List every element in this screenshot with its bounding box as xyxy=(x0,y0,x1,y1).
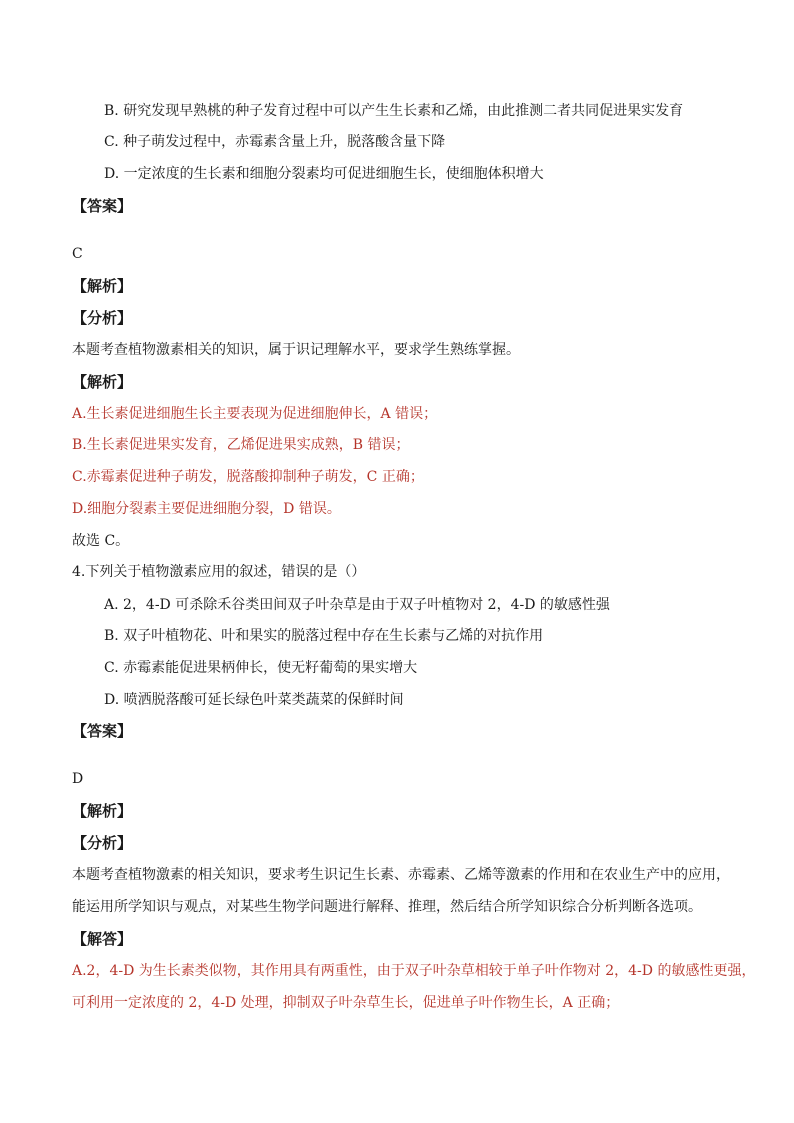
q4-fenxi-line: 本题考查植物激素的相关知识，要求考生识记生长素、赤霉素、乙烯等激素的作用和在农业生产中的应用， xyxy=(72,867,730,883)
q4-option-c: C. 赤霉素能促进果柄伸长，使无籽葡萄的果实增大 xyxy=(104,660,418,676)
q3-fenxi-text: 本题考查植物激素相关的知识，属于识记理解水平，要求学生熟练掌握。 xyxy=(72,342,520,358)
q3-analysis-tag: 【解析】 xyxy=(72,277,133,295)
q3-option-d: D. 一定浓度的生长素和细胞分裂素均可促进细胞生长，使细胞体积增大 xyxy=(104,166,544,182)
q4-option-b: B. 双子叶植物花、叶和果实的脱落过程中存在生长素与乙烯的对抗作用 xyxy=(104,628,544,644)
q3-fenxi-tag: 【分析】 xyxy=(72,309,133,327)
q3-option-b: B. 研究发现早熟桃的种子发育过程中可以产生生长素和乙烯，由此推测二者共同促进果实发育 xyxy=(104,103,684,119)
q4-answer-tag: 【答案】 xyxy=(72,722,133,740)
q3-jiexi-line: C.赤霉素促进种子萌发，脱落酸抑制种子萌发，C 正确； xyxy=(72,469,424,485)
q3-option-c: C. 种子萌发过程中，赤霉素含量上升，脱落酸含量下降 xyxy=(104,134,446,150)
q3-jiexi-line: A.生长素促进细胞生长主要表现为促进细胞伸长，A 错误； xyxy=(72,406,438,422)
q4-fenxi-line: 能运用所学知识与观点，对某些生物学问题进行解释、推理，然后结合所学知识综合分析判断各选项。 xyxy=(72,899,702,915)
q4-fenxi-tag: 【分析】 xyxy=(72,834,133,852)
q4-option-d: D. 喷洒脱落酸可延长绿色叶菜类蔬菜的保鲜时间 xyxy=(104,692,404,708)
q4-option-a: A. 2，4-D 可杀除禾谷类田间双子叶杂草是由于双子叶植物对 2，4-D 的敏感性强 xyxy=(104,597,610,613)
q4-stem: 4.下列关于植物激素应用的叙述，错误的是（） xyxy=(72,564,366,580)
q3-answer-tag: 【答案】 xyxy=(72,197,133,215)
q3-jiexi-line: D.细胞分裂素主要促进细胞分裂，D 错误。 xyxy=(72,501,341,517)
q3-answer: C xyxy=(72,246,83,262)
q4-answer: D xyxy=(72,771,84,787)
q4-jieda-line: 可利用一定浓度的 2，4-D 处理，抑制双子叶杂草生长，促进单子叶作物生长，A 正确； xyxy=(72,995,620,1011)
q4-jieda-line: A.2，4-D 为生长素类似物，其作用具有两重性，由于双子叶杂草相较于单子叶作物对 2，4-D 的敏感性更强， xyxy=(72,963,756,979)
q3-jiexi-tag: 【解析】 xyxy=(72,373,133,391)
q4-jieda-tag: 【解答】 xyxy=(72,930,133,948)
q4-analysis-tag: 【解析】 xyxy=(72,802,133,820)
q3-jiexi-line: B.生长素促进果实发育，乙烯促进果实成熟，B 错误； xyxy=(72,437,410,453)
q3-conclusion: 故选 C。 xyxy=(72,533,130,549)
